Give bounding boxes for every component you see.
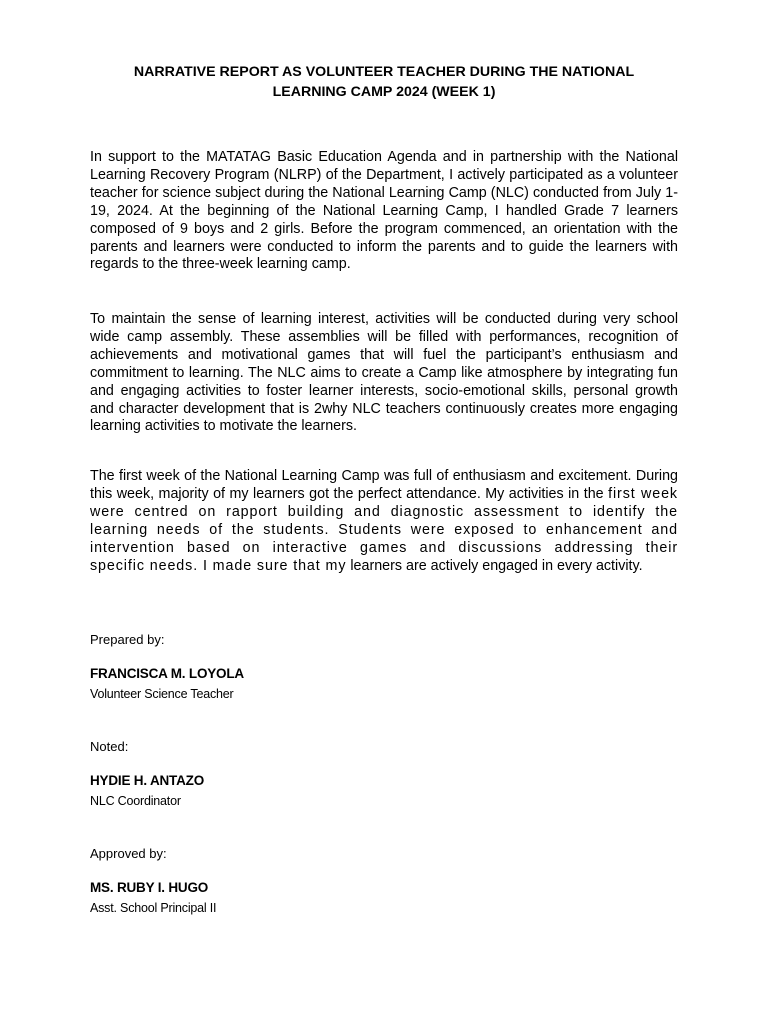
report-title-line-2: LEARNING CAMP 2024 (WEEK 1) (272, 84, 496, 100)
approver-role: Asst. School Principal II (90, 901, 217, 915)
noter-name: HYDIE H. ANTAZO (90, 773, 204, 788)
noter-role: NLC Coordinator (90, 794, 181, 808)
paragraph-introduction: In support to the MATATAG Basic Education Agenda and in partnership with the National Learning Recovery Program (NLRP) of the Department, I actively participated as a volunteer teacher for science subject during the National Learning Camp (NLC) conducted from July 1-19, 2024. At the beginning of the National Learning Camp, I handled Grade 7 learners composed of 9 boys and 2 girls. Before the program commenced, an orientation with the parents and learners were conducted to inform the parents and to guide the learners with regards to the three-week learning camp. (90, 149, 678, 273)
preparer-role: Volunteer Science Teacher (90, 687, 234, 701)
approved-by-label: Approved by: (90, 846, 167, 861)
paragraph-first-week-part-2: first week were centred on rapport building and diagnostic assessment to identify the learning needs of the students. Students were exposed to enhancement and intervention based on interactive games and discussions addressing their specific needs. I made sure that my (90, 485, 678, 574)
noted-label: Noted: (90, 739, 129, 754)
prepared-by-label: Prepared by: (90, 632, 165, 647)
paragraph-first-week-part-1: The first week of the National Learning Camp was full of enthusiasm and excitement. During this week, majority of my learners got the perfect attendance. My activities in the (90, 468, 678, 502)
signature-block-prepared (90, 632, 678, 702)
signature-block-approved (90, 846, 678, 916)
signature-block-noted (90, 739, 678, 809)
paragraph-first-week-part-3: learners are actively engaged in every activity. (350, 557, 643, 574)
approver-name: MS. RUBY I. HUGO (90, 880, 209, 895)
report-title (90, 62, 678, 102)
report-title-line-1: NARRATIVE REPORT AS VOLUNTEER TEACHER DURING THE NATIONAL (133, 64, 635, 80)
paragraph-activities: To maintain the sense of learning interest, activities will be conducted during very school wide camp assembly. These assemblies will be filled with performances, recognition of achievements and motivational games that will fuel the participant’s enthusiasm and commitment to learning. The NLC aims to create a Camp like atmosphere by integrating fun and engaging activities to foster learner interests, socio-emotional skills, personal growth and character development that is 2why NLC teachers continuously creates more engaging learning activities to motivate the learners. (90, 311, 678, 435)
preparer-name: FRANCISCA M. LOYOLA (90, 666, 244, 681)
paragraph-first-week (90, 468, 678, 575)
